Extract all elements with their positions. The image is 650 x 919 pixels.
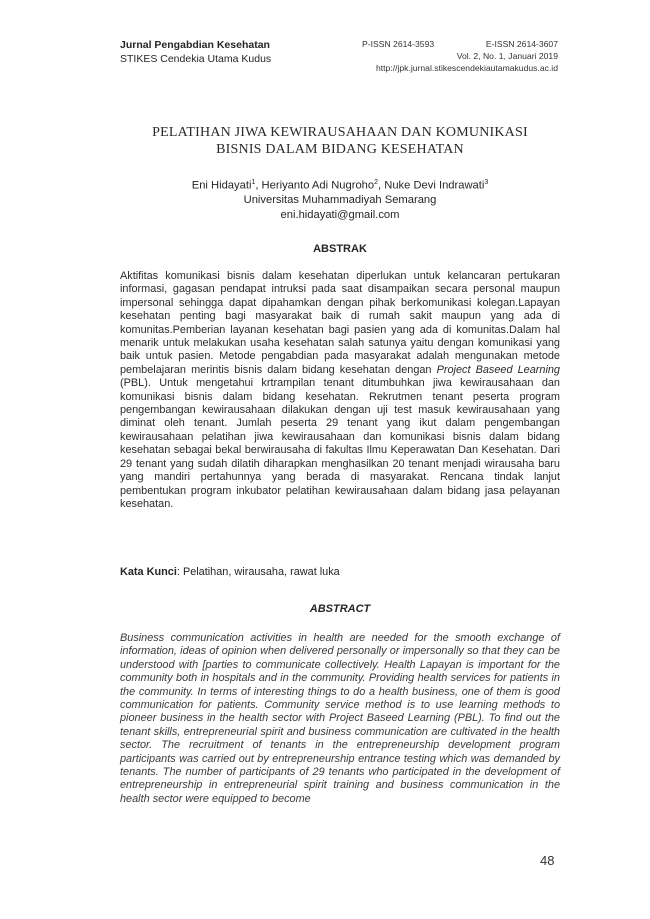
p-issn: P-ISSN 2614-3593 (362, 39, 435, 49)
keywords-line (120, 566, 340, 578)
title-line-1: PELATIHAN JIWA KEWIRAUSAHAAN DAN KOMUNIKASI (152, 125, 528, 140)
author-2-affil: 2 (374, 179, 379, 186)
journal-header-left (120, 38, 271, 66)
paper-title (120, 124, 560, 158)
journal-url[interactable]: http://jpk.jurnal.stikescendekiautamakudus.ac.id (375, 63, 558, 73)
author-list (120, 176, 560, 193)
author-1-affil: 1 (251, 179, 256, 186)
author-2: , Heriyanto Adi Nugroho (255, 179, 375, 192)
volume-info: Vol. 2, No. 1, Januari 2019 (456, 51, 558, 61)
abstrak-text-part-1: Aktifitas komunikasi bisnis dalam kesehatan diperlukan untuk kelancaran pertukaran informasi, gagasan pendapat intruksi pada saat disampaikan secara personal maupun impersonal sehingga dapat dipahamkan dengan pihak berkomunikasi kolegan.Lapayan kesehatan penting bagi masyarakat baik di rumah sakit maupun yang ada di komunitas.Pemberian layanan kesehatan bagi pasien yang ada di komunitas.Dalam hal menarik untuk melakukan usaha kesehatan salah satunya yaitu dengan komunikasi yang baik untuk pasien. Metode pengabdian pada masyarakat adalah mengunakan metode pembelajaran merintis bisnis dalam bidang kesehatan dengan (120, 270, 560, 376)
abstrak-italic-term: Project Baseed Learning (436, 363, 560, 376)
author-3: , Nuke Devi Indrawati (378, 179, 485, 192)
institution-name: STIKES Cendekia Utama Kudus (120, 53, 272, 65)
page-number: 48 (540, 853, 555, 868)
journal-header-right (340, 38, 558, 74)
keywords-label: Kata Kunci (120, 566, 177, 578)
keywords-value: : Pelatihan, wirausaha, rawat luka (176, 566, 340, 578)
journal-name: Jurnal Pengabdian Kesehatan (120, 39, 270, 51)
e-issn: E-ISSN 2614-3607 (485, 39, 558, 49)
affiliation: Universitas Muhammadiyah Semarang (243, 194, 437, 207)
title-line-2: BISNIS DALAM BIDANG KESEHATAN (216, 142, 464, 157)
issn-row (340, 38, 558, 50)
author-block (120, 176, 560, 223)
abstract-heading: ABSTRACT (309, 603, 371, 615)
author-3-affil: 3 (484, 179, 489, 186)
abstrak-text-part-2: (PBL). Untuk mengetahui krtrampilan tenant ditumbuhkan jiwa kewirausahaan dan komunikasi bisnis dalam bidang kesehatan. Rekrutmen tenant peserta program pengembangan kewirausahaan dilakukan dengan uji test masuk kewirausahaan yang diminat oleh tenant. Jumlah peserta 29 tenant yang ikut dalam pengembangan kewirausahaan pelatihan jiwa kewirausahaan dan komunikasi bisnis dalam bidang kesehatan sebagai bekal berwirausaha di fakultas Ilmu Keperawatan Dan Kesehatan. Dari 29 tenant yang sudah dilatih diharapkan menghasilkan 20 tenant menjadi wirausaha baru yang mandiri pertahunnya yang berada di masyarakat. Rencana tindak lanjut pembentukan program inkubator pelatihan kewirausahaan dalam bidang jasa pelayanan kesehatan. (120, 377, 560, 510)
author-email[interactable]: eni.hidayati@gmail.com (280, 208, 400, 221)
abstrak-text (120, 270, 560, 511)
abstrak-heading: ABSTRAK (313, 243, 367, 255)
abstract-text: Business communication activities in health are needed for the smooth exchange of information, ideas of opinion when delivered personally or impersonally so that they can be understood with [parties to communicate collectively. Health Lapayan is important for the community both in hospitals and in the community. Providing health services for patients in the community. In terms of interesting things to do a health business, one of them is good communication for patients. Community service method is to use learning methods to pioneer business in the health sector with Project Baseed Learning (PBL). To find out the tenant skills, entrepreneurial spirit and business communication are cultivated in the health sector. The recruitment of tenants in the entrepreneurship development program participants was carried out by entrepreneurship entrance testing which was demanded by tenants. The number of participants of 29 tenants who participated in the development of entrepreneurship in entrepreneurial spirit training and business communication in the health sector were equipped to become (120, 632, 560, 805)
author-1: Eni Hidayati (191, 179, 252, 192)
